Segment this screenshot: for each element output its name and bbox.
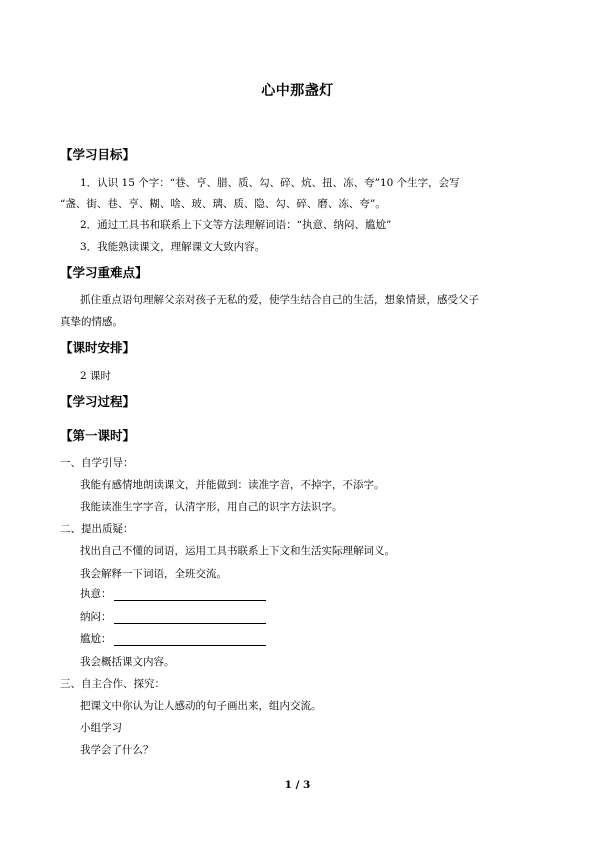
fill-blank-row [80, 609, 266, 624]
key-points-line1: 抓住重点语句理解父亲对孩子无私的爱，使学生结合自己的生活，想象情景，感受父子 [80, 294, 479, 306]
fill-blank-row [80, 631, 266, 646]
process-heading: 【学习过程】 [60, 394, 136, 409]
part2-line2: 我会解释一下词语，全班交流。 [80, 568, 227, 580]
part1-line2: 我能读准生字字音，认清字形，用自己的识字方法识字。 [80, 501, 343, 513]
goals-item1-line2: “盏、街、巷、亨、糊、啥、玻、璃、质、隐、勾、碎、磨、冻、夸”。 [60, 198, 386, 210]
fill-blank-label: 尴尬： [80, 633, 112, 645]
schedule-text: 2 课时 [80, 370, 112, 382]
part2-line1: 找出自己不懂的词语，运用工具书联系上下文和生活实际理解词义。 [80, 545, 395, 557]
goals-item1-line1: 1．认识 15 个字：“巷、亨、腊、质、勾、碎、炕、扭、冻、夸”10 个生字，会写 [80, 177, 460, 189]
goals-item2: 2．通过工具书和联系上下文等方法理解词语：“执意、纳闷、尴尬” [80, 219, 392, 231]
fill-blank-row [80, 586, 266, 601]
key-points-heading: 【学习重难点】 [60, 265, 148, 280]
lesson1-heading: 【第一课时】 [60, 428, 136, 443]
fill-blank-label: 纳闷： [80, 611, 112, 623]
part1-title: 一、自学引导： [60, 457, 134, 469]
fill-blank-field[interactable] [114, 611, 266, 624]
part3-line1: 把课文中你认为让人感动的句子画出来，组内交流。 [80, 700, 322, 712]
fill-blank-field[interactable] [114, 633, 266, 646]
part3-title: 三、自主合作、探究： [60, 678, 165, 690]
goals-item3: 3．我能熟读课文，理解课文大致内容。 [80, 241, 266, 253]
document-title: 心中那盏灯 [261, 83, 334, 99]
fill-blank-label: 执意： [80, 588, 112, 600]
fill-blank-field[interactable] [114, 588, 266, 601]
goals-heading: 【学习目标】 [60, 147, 136, 162]
page-number: 1 / 3 [284, 779, 311, 791]
part2-line3: 我会概括课文内容。 [80, 656, 175, 668]
key-points-line2: 真挚的情感。 [60, 316, 123, 328]
schedule-heading: 【课时安排】 [60, 340, 136, 355]
part3-line2: 小组学习 [80, 722, 122, 734]
part1-line1: 我能有感情地朗读课文，并能做到：读准字音，不掉字，不添字。 [80, 479, 385, 491]
part3-line3: 我学会了什么？ [80, 744, 154, 756]
part2-title: 二、提出质疑： [60, 523, 134, 535]
